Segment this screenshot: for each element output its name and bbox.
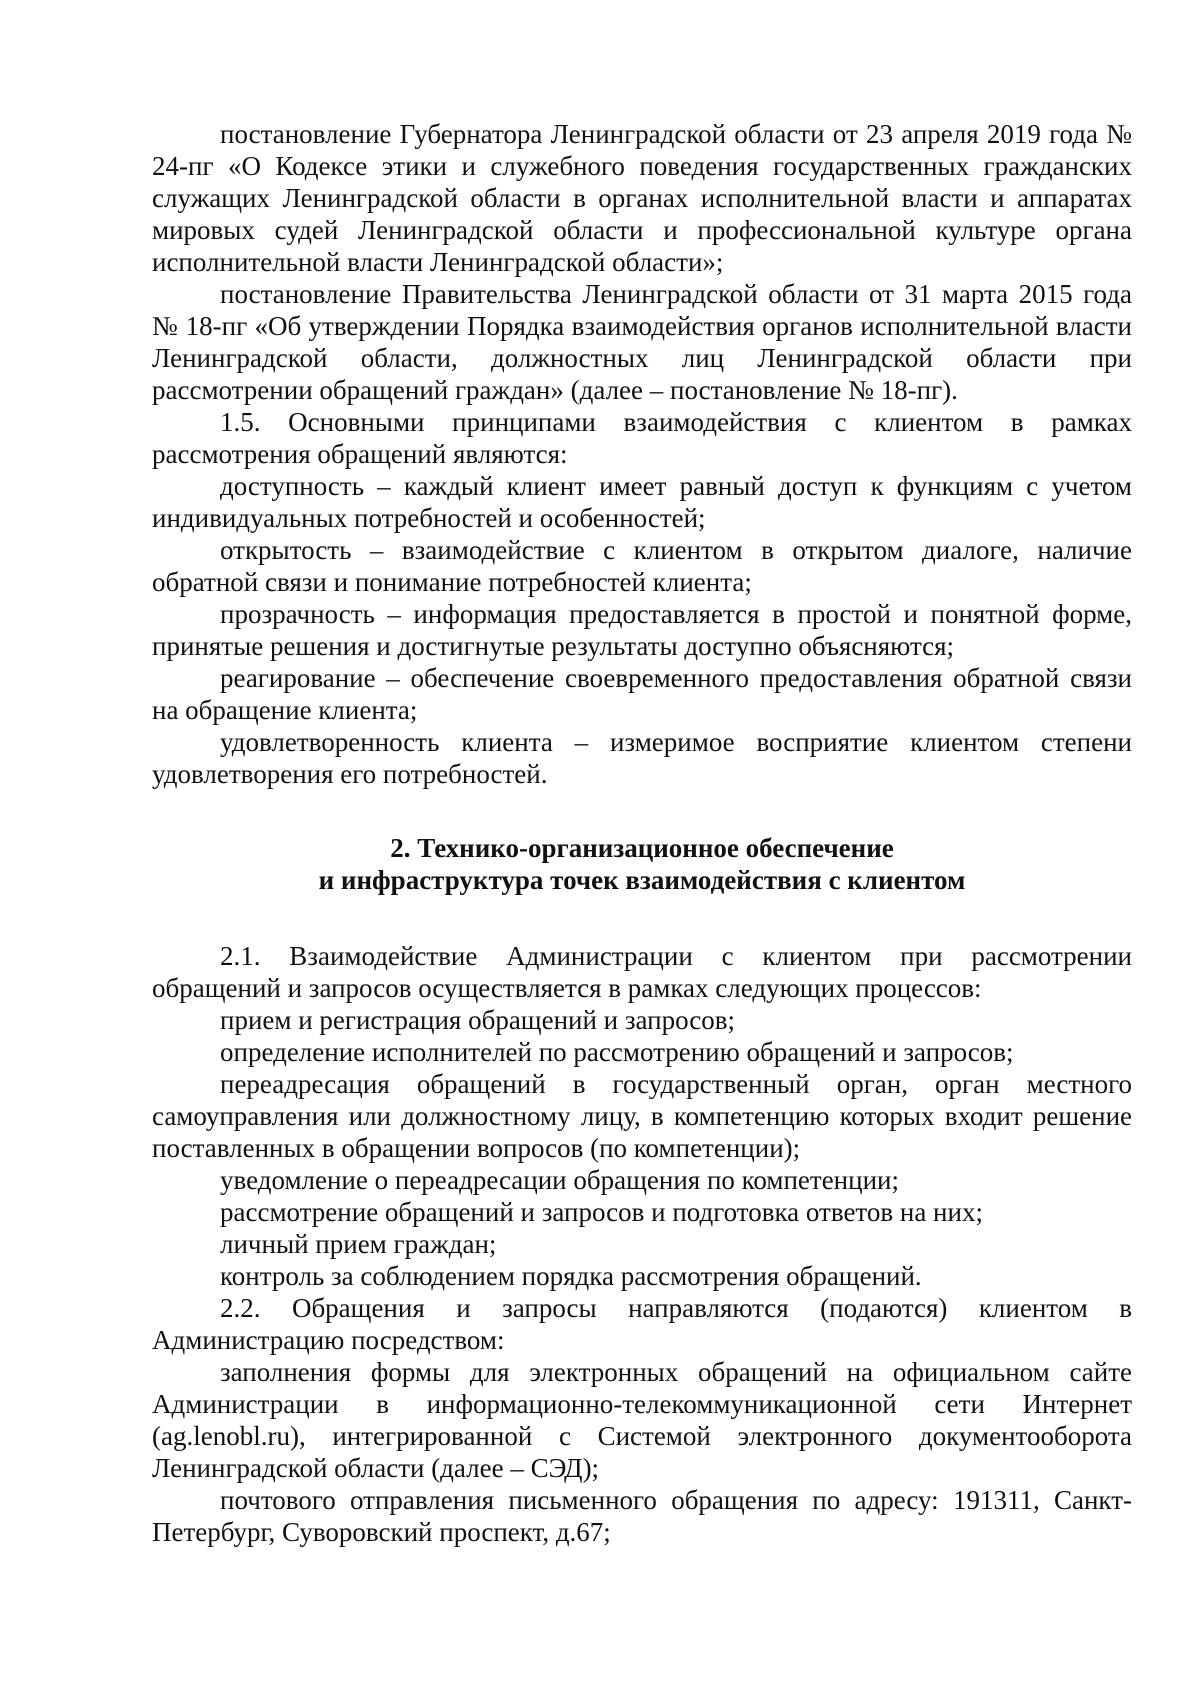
paragraph: постановление Правительства Ленинградской области от 31 марта 2015 года № 18-пг «Об утверждении Порядка взаимодействия органов исполнительной власти Ленинградской области, должностных лиц Ленинградской области при рассмотрении обращений граждан» (далее – постановление № 18-пг). [152,279,1132,405]
paragraph: прием и регистрация обращений и запросов; [220,1005,736,1035]
document-page [152,118,1132,1548]
paragraph: контроль за соблюдением порядка рассмотрения обращений. [220,1261,922,1291]
paragraph: 2.1. Взаимодействие Администрации с клиентом при рассмотрении обращений и запросов осуществляется в рамках следующих процессов: [152,941,1132,1003]
paragraph: определение исполнителей по рассмотрению обращений и запросов; [220,1037,1014,1067]
paragraph: постановление Губернатора Ленинградской области от 23 апреля 2019 года № 24-пг «О Кодексе этики и служебного поведения государственных гражданских служащих Ленинградской области в органах исполнительной власти и аппаратах мировых судей Ленинградской области и профессиональной культуре органа исполнительной власти Ленинградской области»; [152,119,1132,277]
paragraph: 2.2. Обращения и запросы направляются (подаются) клиентом в Администрацию посредством: [152,1293,1132,1355]
section-heading-line-1: 2. Технико-организационное обеспечение [390,833,894,863]
paragraph: реагирование – обеспечение своевременного предоставления обратной связи на обращение клиента; [152,663,1132,725]
paragraph: открытость – взаимодействие с клиентом в открытом диалоге, наличие обратной связи и понимание потребностей клиента; [152,535,1132,597]
paragraph: прозрачность – информация предоставляется в простой и понятной форме, принятые решения и достигнутые результаты доступно объясняются; [152,599,1132,661]
paragraph: личный прием граждан; [220,1229,497,1259]
paragraph: доступность – каждый клиент имеет равный доступ к функциям с учетом индивидуальных потребностей и особенностей; [152,471,1132,533]
paragraph: почтового отправления письменного обращения по адресу: 191311, Санкт-Петербург, Суворовский проспект, д.67; [152,1485,1132,1547]
paragraph: рассмотрение обращений и запросов и подготовка ответов на них; [220,1197,983,1227]
paragraph: 1.5. Основными принципами взаимодействия с клиентом в рамках рассмотрения обращений являются: [152,407,1132,469]
paragraph: заполнения формы для электронных обращений на официальном сайте Администрации в информационно-телекоммуникационной сети Интернет (ag.lenobl.ru), интегрированной с Системой электронного документооборота Ленинградской области (далее – СЭД); [152,1357,1132,1483]
paragraph: переадресация обращений в государственный орган, орган местного самоуправления или должностному лицу, в компетенцию которых входит решение поставленных в обращении вопросов (по компетенции); [152,1069,1132,1163]
paragraph: удовлетворенность клиента – измеримое восприятие клиентом степени удовлетворения его потребностей. [152,727,1132,789]
paragraph: уведомление о переадресации обращения по компетенции; [220,1165,899,1195]
section-heading [152,832,1132,896]
section-heading-line-2: и инфраструктура точек взаимодействия с клиентом [318,865,966,895]
